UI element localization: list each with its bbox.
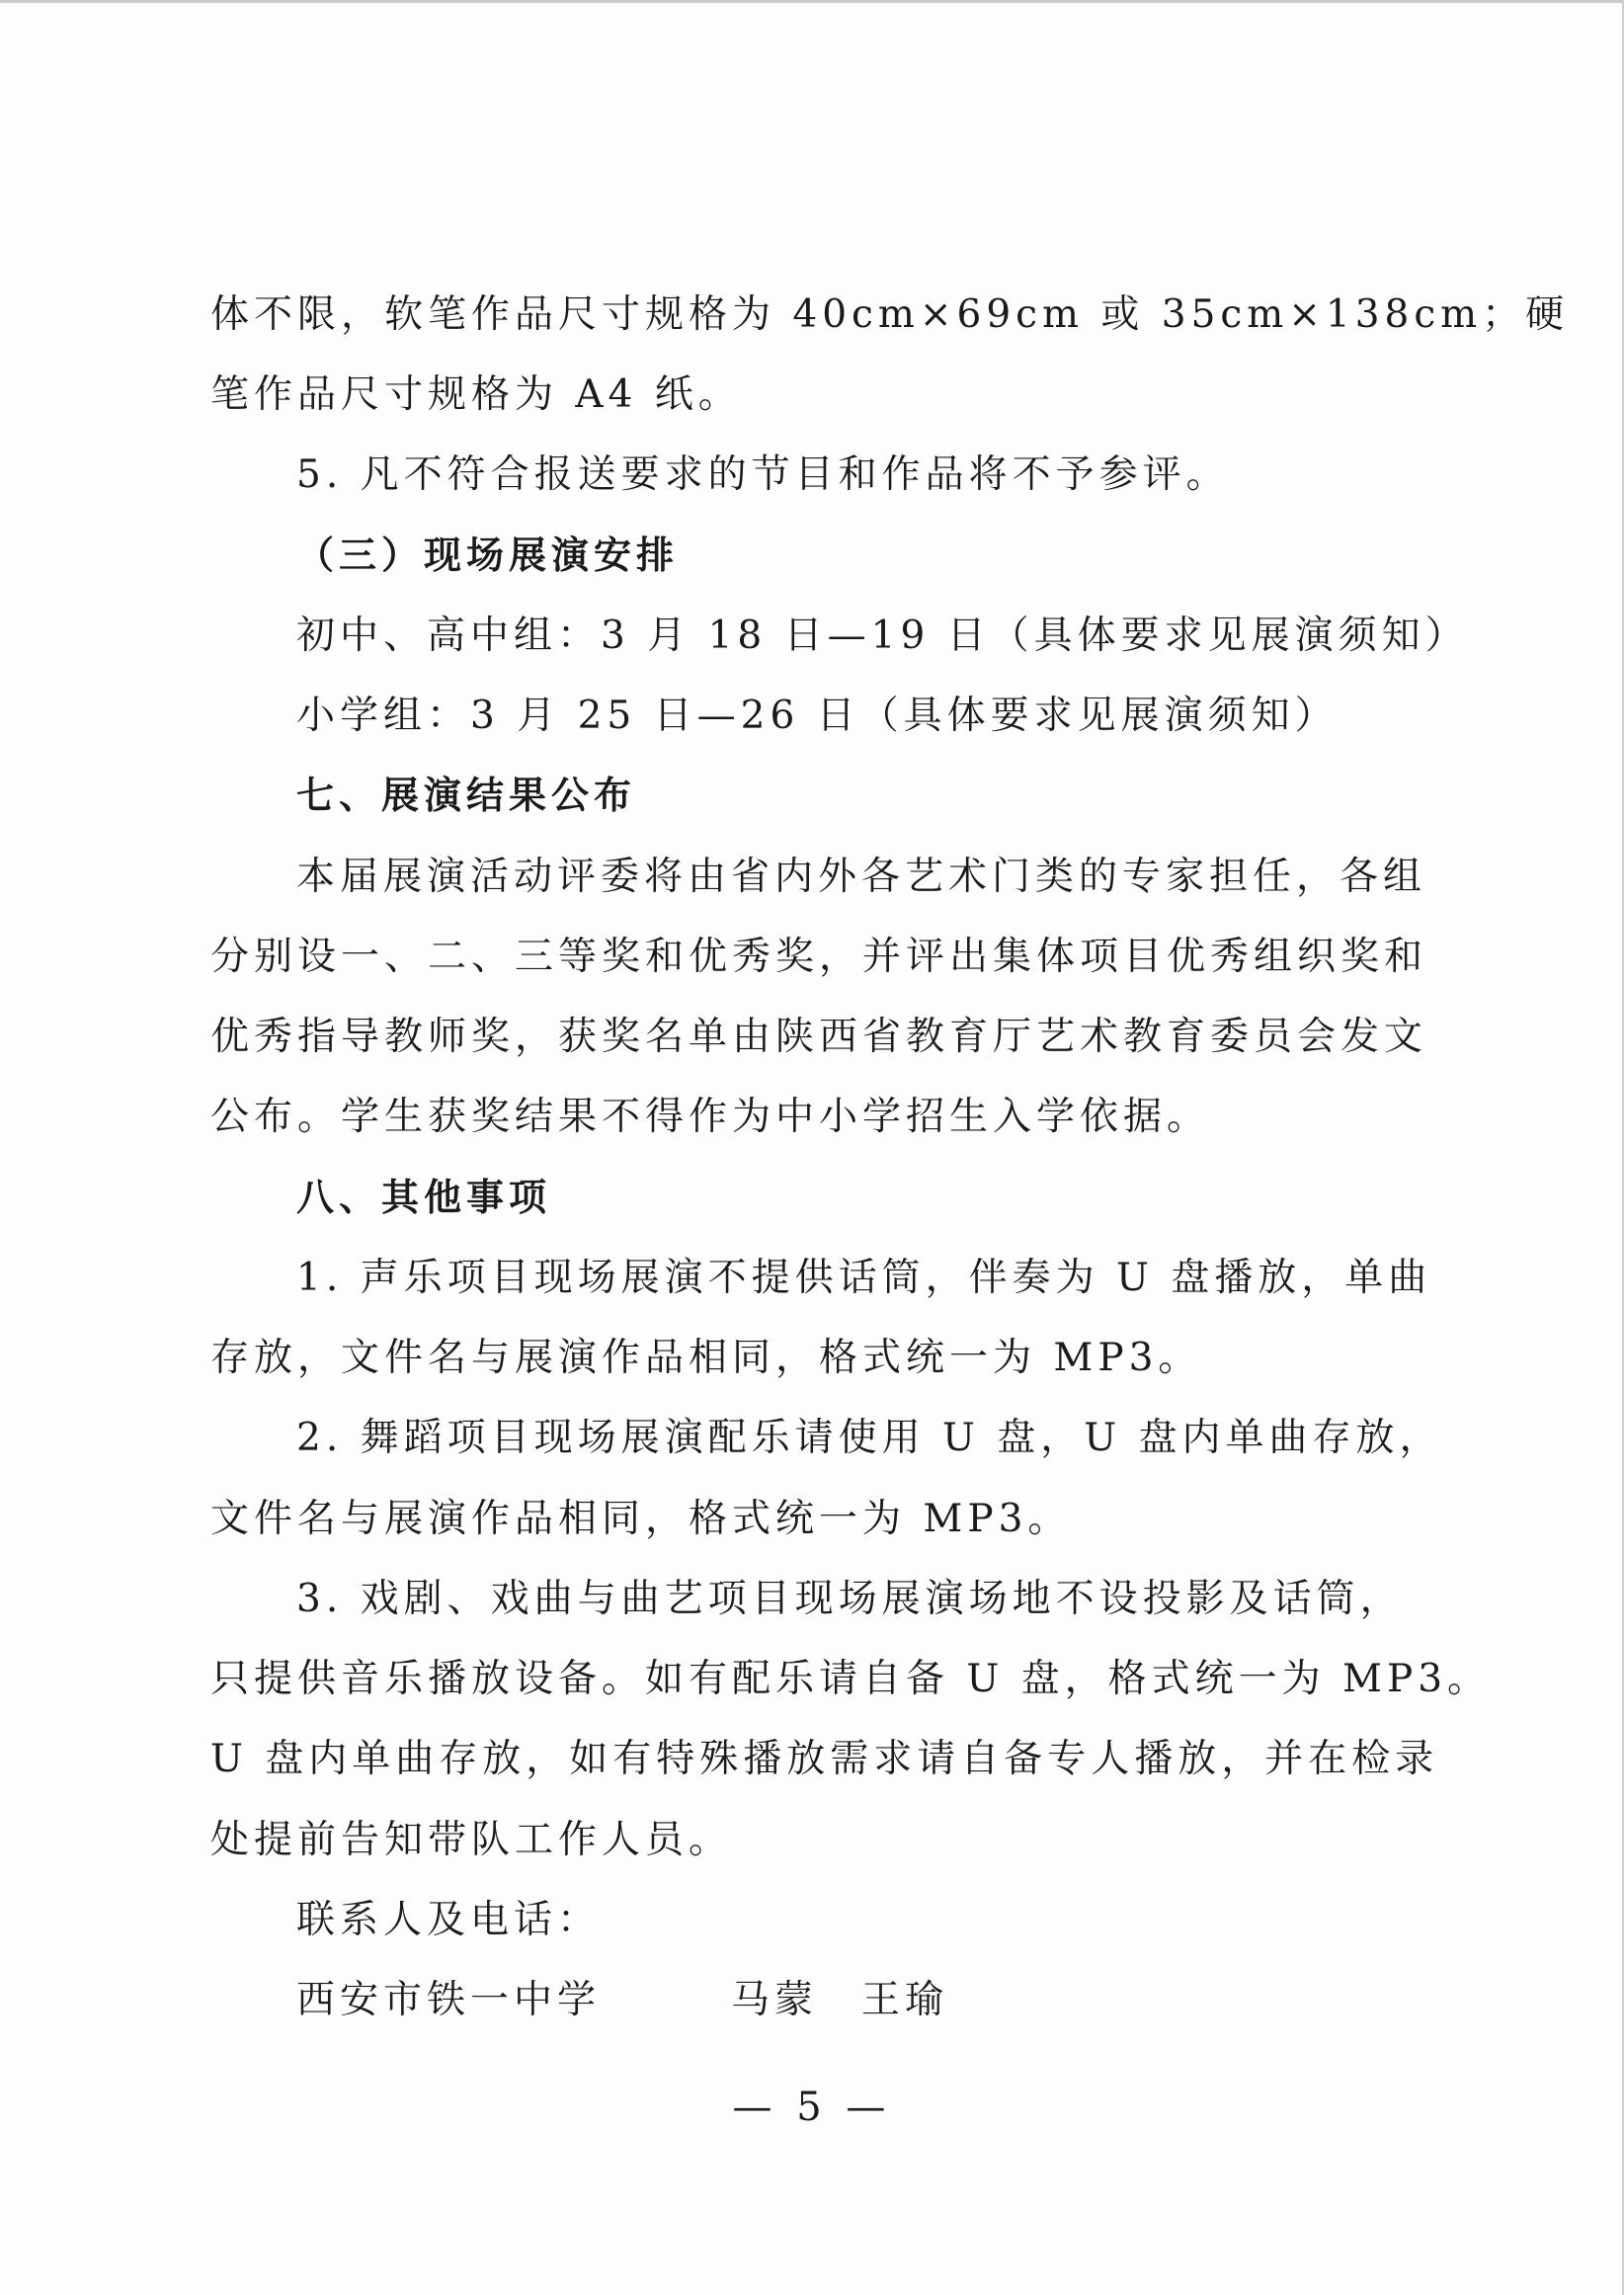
subsection-heading: （三）现场展演安排 <box>296 533 680 577</box>
paragraph-line: 笔作品尺寸规格为 A4 纸。 <box>210 372 742 417</box>
paragraph-line: 优秀指导教师奖，获奖名单由陕西省教育厅艺术教育委员会发文 <box>210 1015 1428 1059</box>
page-number: — 5 — <box>732 2085 892 2130</box>
paragraph-line: 分别设一、二、三等奖和优秀奖，并评出集体项目优秀组织奖和 <box>210 935 1428 979</box>
paragraph-line: 公布。学生获奖结果不得作为中小学招生入学依据。 <box>210 1095 1211 1139</box>
schedule-line: 小学组：3 月 25 日—26 日（具体要求见展演须知） <box>296 694 1339 738</box>
paragraph-line: 只提供音乐播放设备。如有配乐请自备 U 盘，格式统一为 MP3。 <box>210 1657 1492 1701</box>
list-item-3: 3. 戏剧、戏曲与曲艺项目现场展演场地不设投影及话筒， <box>296 1577 1404 1621</box>
contact-info: 西安市铁一中学 马蒙 王瑜 <box>296 1978 949 2022</box>
paragraph-line: 处提前告知带队工作人员。 <box>210 1818 733 1862</box>
paragraph-line: 存放，文件名与展演作品相同，格式统一为 MP3。 <box>210 1336 1202 1380</box>
list-item-2: 2. 舞蹈项目现场展演配乐请使用 U 盘，U 盘内单曲存放， <box>296 1416 1443 1460</box>
list-item-5: 5. 凡不符合报送要求的节目和作品将不予参评。 <box>296 452 1230 497</box>
section-heading: 七、展演结果公布 <box>296 774 637 817</box>
paragraph-line: 文件名与展演作品相同，格式统一为 MP3。 <box>210 1497 1072 1541</box>
paragraph-line: U 盘内单曲存放，如有特殊播放需求请自备专人播放，并在检录 <box>210 1737 1439 1781</box>
contact-label: 联系人及电话： <box>296 1898 602 1942</box>
schedule-line: 初中、高中组：3 月 18 日—19 日（具体要求见展演须知） <box>296 614 1469 658</box>
paragraph-line: 体不限，软笔作品尺寸规格为 40cm×69cm 或 35cm×138cm；硬 <box>210 292 1570 337</box>
list-item-1: 1. 声乐项目现场展演不提供话筒，伴奏为 U 盘播放，单曲 <box>296 1256 1432 1300</box>
section-heading: 八、其他事项 <box>296 1176 552 1219</box>
paragraph-line: 本届展演活动评委将由省内外各艺术门类的专家担任，各组 <box>296 855 1427 899</box>
scan-edge-top <box>0 0 1624 3</box>
